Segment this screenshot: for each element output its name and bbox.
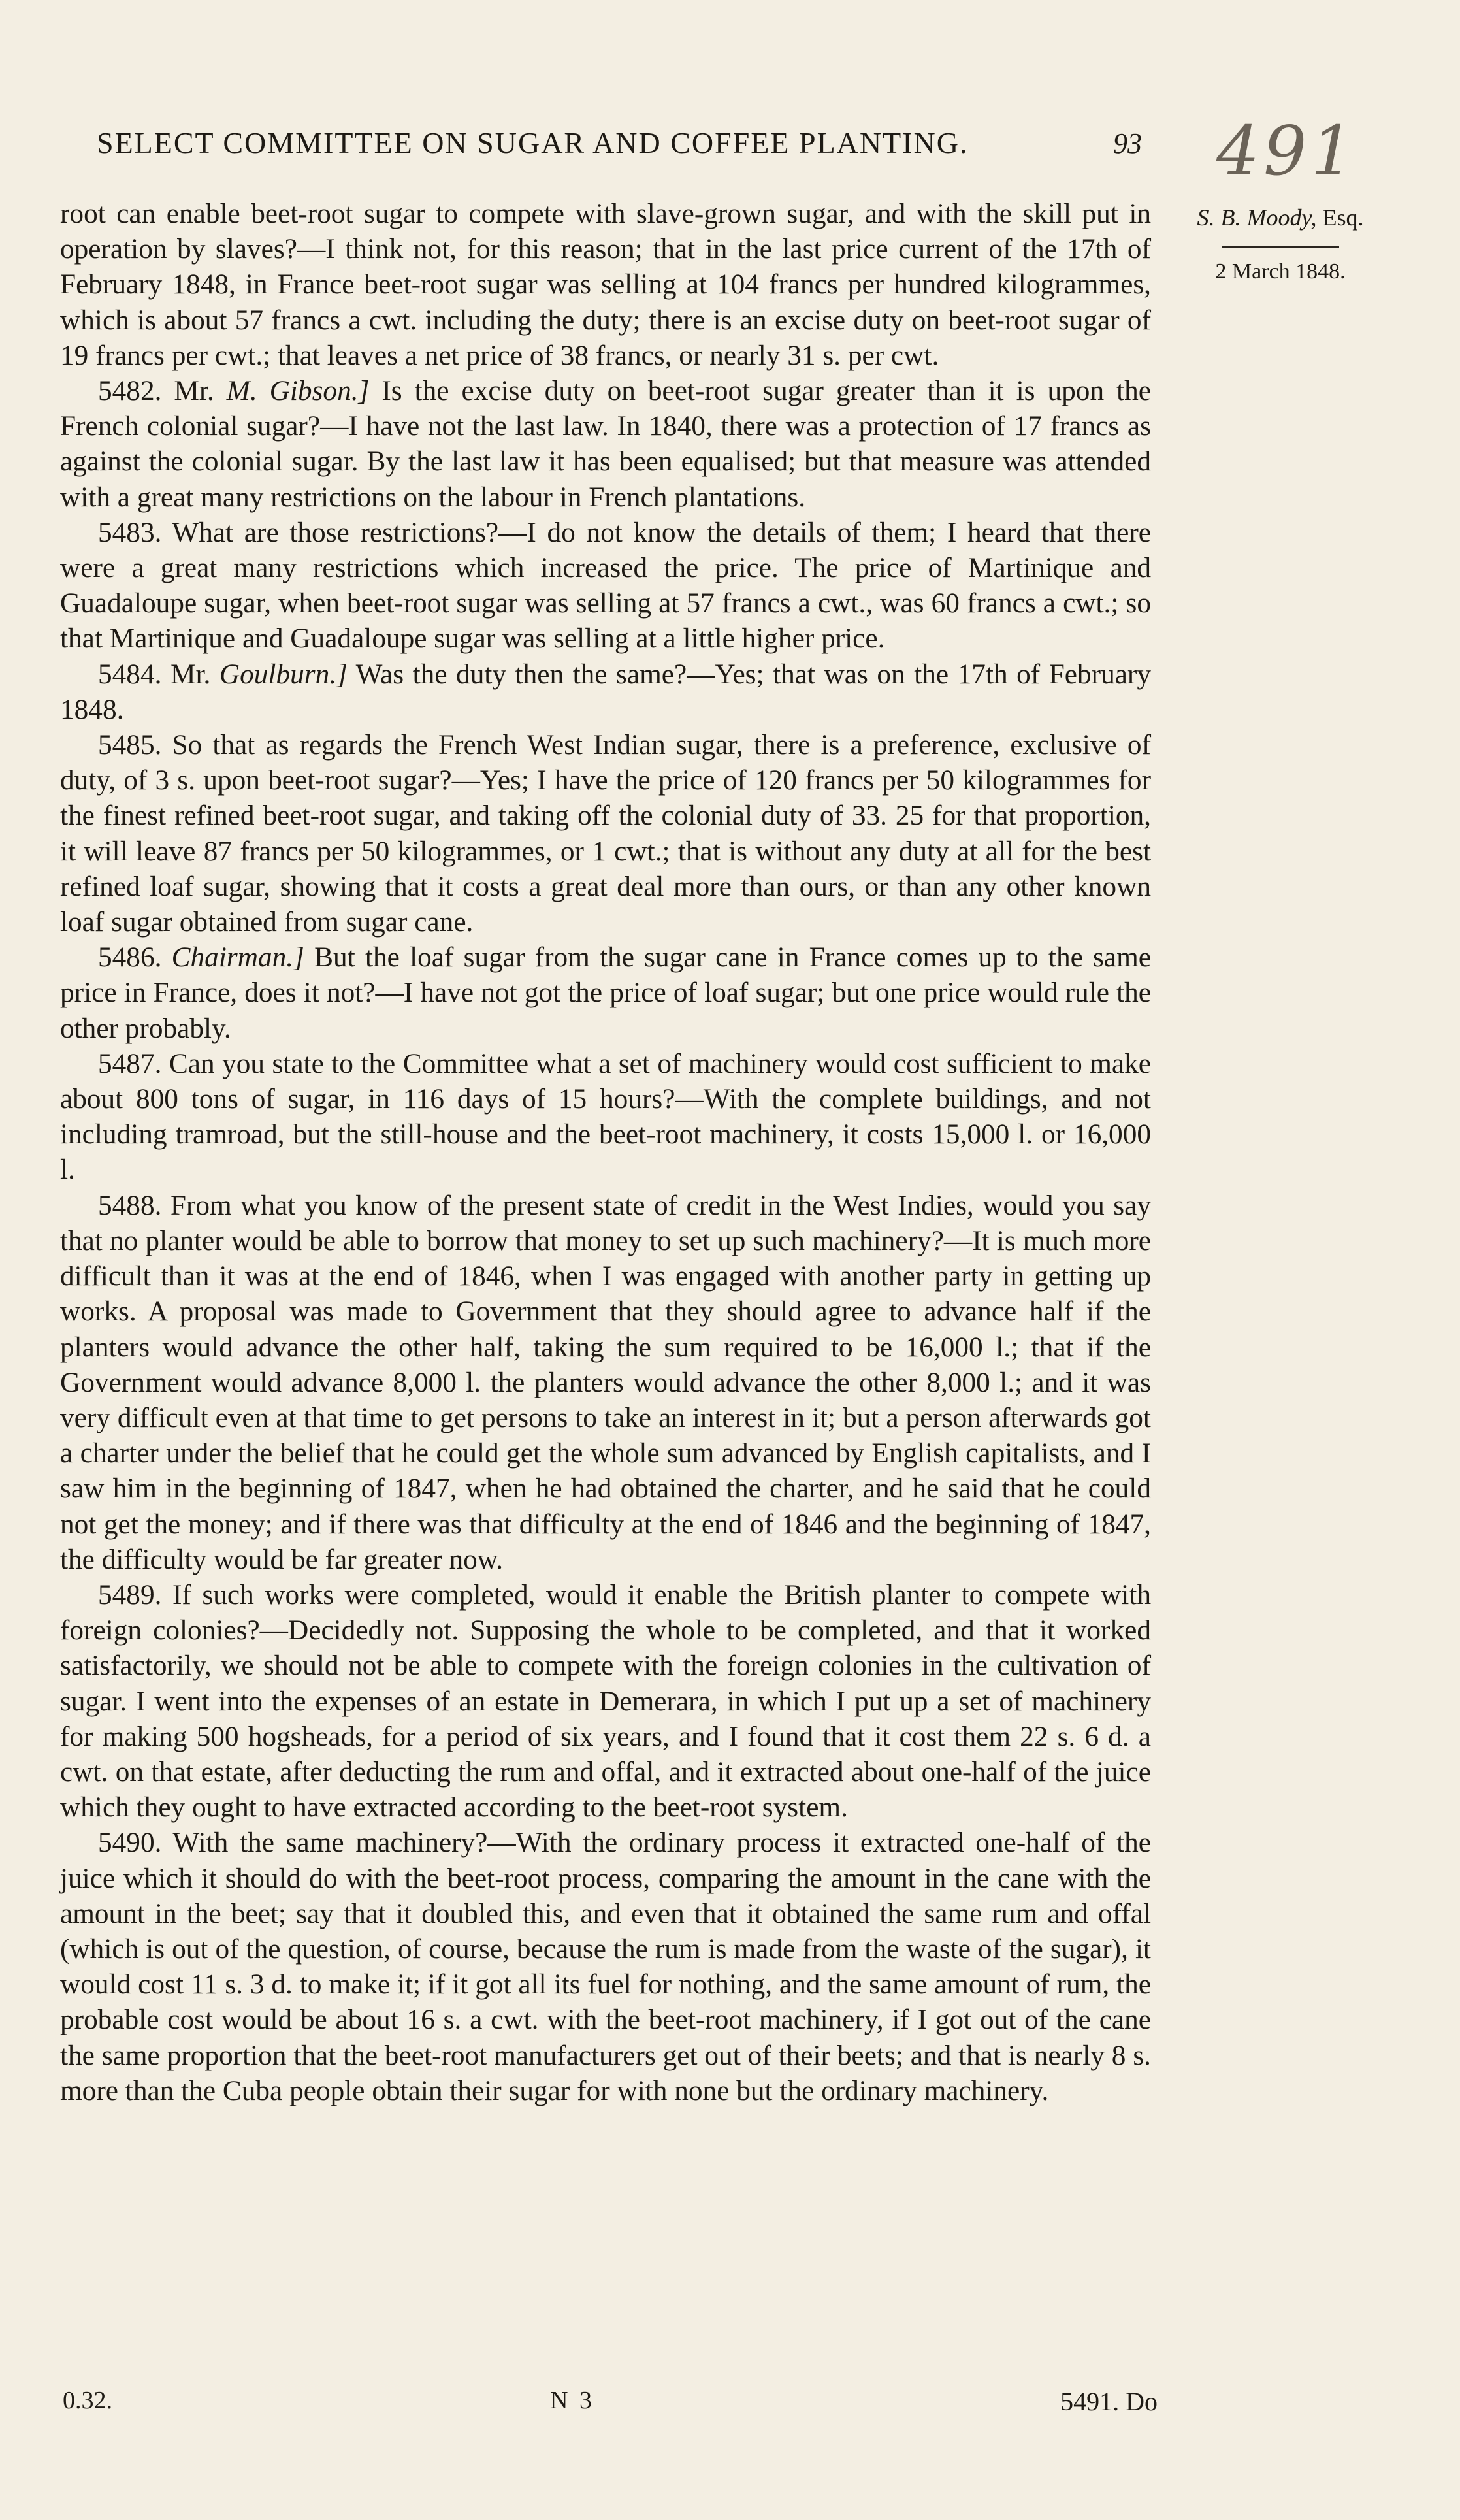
page-number: 93 bbox=[1113, 127, 1142, 159]
witness-suffix: Esq. bbox=[1322, 205, 1364, 231]
question-number: 5490. bbox=[98, 1827, 162, 1859]
speaker-name: Chairman.] bbox=[171, 941, 304, 974]
speaker-name: M. Gibson.] bbox=[226, 375, 370, 407]
paragraph bbox=[60, 373, 1151, 515]
paragraph bbox=[60, 1188, 1151, 1577]
question-number: 5482. bbox=[98, 375, 162, 407]
paragraph bbox=[60, 1825, 1151, 2108]
question-number: 5489. bbox=[98, 1579, 162, 1611]
paragraph-text: Was the duty then the same?—Yes; that was on the 17th of February 1848. bbox=[60, 658, 1152, 725]
handwritten-folio-number: 491 bbox=[1216, 111, 1358, 191]
paragraph-text: So that as regards the French West Indian sugar, there is a preference, exclusive of duty, of 3 s. upon beet-root sugar?—Yes; I have the price of 120 francs per 50 kilogrammes for the finest refined beet-root sugar, and taking off the colonial duty of 33. 25 for that proportion, it will leave 87 francs per 50 kilogrammes, or 1 cwt.; that is without any duty at all for the best refined loaf sugar, showing that it costs a great deal more than ours, or than any other known loaf sugar obtained from sugar cane. bbox=[60, 729, 1151, 938]
paragraph-text: Can you state to the Committee what a set of machinery would cost sufficient to make about 800 tons of sugar, in 116 days of 15 hours?—With the complete buildings, and not including tramroad, but the still-house and the beet-root machinery, it costs 15,000 l. or 16,000 l. bbox=[60, 1047, 1151, 1186]
witness-initials: S. B. Moody, bbox=[1197, 205, 1317, 231]
page-footer bbox=[60, 2386, 1158, 2425]
witness-name bbox=[1176, 204, 1385, 231]
paragraph-text: With the same machinery?—With the ordinary process it extracted one-half of the juice which it should do with the beet-root process, comparing the amount in the cane with the amount in the beet; say that it doubled this, and even that it obtained the same rum and offal (which is out of the question, of course, because the rum is made from the waste of the sugar), it would cost 11 s. 3 d. to make it; if it got all its fuel for nothing, and the same amount of rum, the probable cost would be about 16 s. a cwt. with the beet-root machinery, if I got out of the cane the same proportion that the beet-root manufacturers get out of their beets; and that is nearly 8 s. more than the Cuba people obtain their sugar for with none but the ordinary machinery. bbox=[60, 1827, 1151, 2106]
paragraph-text: But the loaf sugar from the sugar cane in France comes up to the same price in France, does it not?—I have not got the price of loaf sugar; but one price would rule the other probably. bbox=[60, 941, 1151, 1044]
signature-mark: N 3 bbox=[550, 2387, 594, 2414]
paragraph-text: Is the excise duty on beet-root sugar greater than it is upon the French colonial sugar?—I have not the last law. In 1840, there was a protection of 17 francs as against the colonial sugar. By the last law it has been equalised; but that measure was attended with a great many restrictions on the labour in French plantations. bbox=[60, 375, 1151, 513]
paragraph-text: What are those restrictions?—I do not know the details of them; I heard that there were a great many restrictions which increased the price. The price of Martinique and Guadaloupe sugar, when beet-root sugar was selling at 57 francs a cwt., was 60 francs a cwt.; so that Martinique and Guadaloupe sugar was selling at a little higher price. bbox=[60, 516, 1151, 655]
paragraph bbox=[60, 196, 1151, 373]
margin-divider bbox=[1222, 246, 1339, 248]
question-number: 5487. bbox=[98, 1047, 162, 1079]
paragraph-text: root can enable beet-root sugar to compete with slave-grown sugar, and with the skill put in operation by slaves?—I think not, for this reason; that in the last price current of the 17th of February 1848, in France beet-root sugar was selling at 104 francs per hundred kilogrammes, which is about 57 francs a cwt. including the duty; there is an excise duty on beet-root sugar of 19 francs per cwt.; that leaves a net price of 38 francs, or nearly 31 s. per cwt. bbox=[60, 198, 1151, 371]
margin-note bbox=[1176, 204, 1385, 284]
testimony-body bbox=[60, 196, 1151, 2108]
catchword: 5491. Do bbox=[1060, 2387, 1158, 2416]
question-number: 5488. bbox=[98, 1189, 162, 1221]
paragraph bbox=[60, 940, 1151, 1046]
question-number: 5485. bbox=[98, 729, 162, 761]
running-title: SELECT COMMITTEE ON SUGAR AND COFFEE PLANTING. bbox=[97, 126, 969, 159]
paragraph bbox=[60, 515, 1151, 657]
page-header bbox=[97, 125, 1168, 160]
speaker-prefix: Mr. bbox=[170, 658, 219, 690]
paragraph bbox=[60, 727, 1151, 940]
speaker-name: Goulburn.] bbox=[219, 658, 348, 690]
witness-date: 2 March 1848. bbox=[1215, 259, 1346, 284]
question-number: 5483. bbox=[98, 516, 162, 548]
footer-reference: 0.32. bbox=[63, 2387, 112, 2414]
speaker-prefix: Mr. bbox=[174, 375, 227, 407]
paragraph-text: If such works were completed, would it enable the British planter to compete with foreign colonies?—Decidedly not. Supposing the whole to be completed, and that it worked satisfactorily, we should not be able to compete with the foreign colonies in the cultivation of sugar. I went into the expenses of an estate in Demerara, in which I put up a set of machinery for making 500 hogsheads, for a period of six years, and I found that it cost them 22 s. 6 d. a cwt. on that estate, after deducting the rum and offal, and it extracted about one-half of the juice which they ought to have extracted according to the beet-root system. bbox=[60, 1579, 1151, 1824]
paragraph bbox=[60, 1577, 1151, 1825]
question-number: 5486. bbox=[98, 941, 162, 974]
paragraph bbox=[60, 1046, 1151, 1188]
paragraph-text: From what you know of the present state of credit in the West Indies, would you say that no planter would be able to borrow that money to set up such machinery?—It is much more difficult than it was at the end of 1846, when I was engaged with another party in getting up works. A proposal was made to Government that they should agree to advance half if the planters would advance the other half, taking the sum required to be 16,000 l.; that if the Government would advance 8,000 l. the planters would advance the other 8,000 l.; and it was very difficult even at that time to get persons to take an interest in it; but a person afterwards got a charter under the belief that he could get the whole sum advanced by English capitalists, and I saw him in the beginning of 1847, when he had obtained the charter, and he said that he could not get the money; and if there was that difficulty at the end of 1846 and the beginning of 1847, the difficulty would be far greater now. bbox=[60, 1189, 1151, 1575]
question-number: 5484. bbox=[98, 658, 162, 690]
paragraph bbox=[60, 657, 1151, 727]
